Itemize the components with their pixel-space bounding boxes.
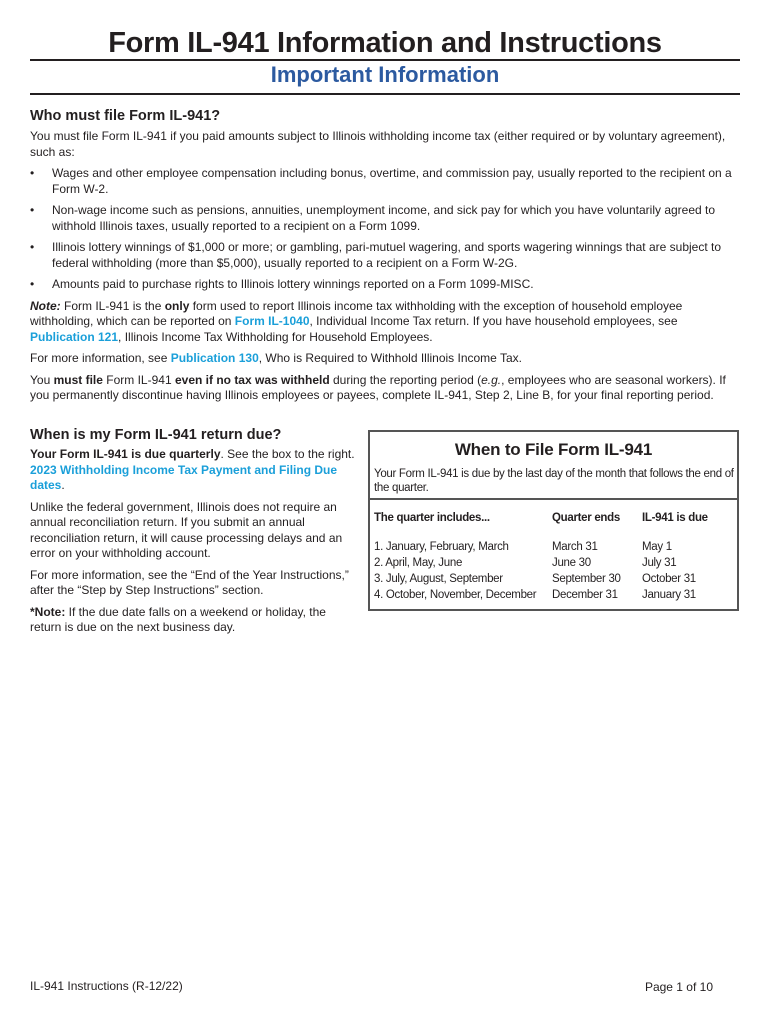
- when-due-section: [30, 426, 360, 642]
- who-must-file-section: [30, 107, 742, 410]
- weekend-note-paragraph: *Note: If the due date falls on a weekend or holiday, the return is due on the next business day.: [30, 604, 326, 634]
- note-paragraph: Note: Form IL-941 is the only form used to report Illinois income tax withholding with the exception of household employee withholding, which can be reported on Form IL-1040, Individual Income Tax return. If you have household employees, see Publication 121, Illinois Income Tax Withholding for Household Employees.: [30, 298, 683, 344]
- when-to-file-box: [368, 430, 739, 611]
- publication-121-link[interactable]: Publication 121: [30, 329, 119, 344]
- due-dates-link[interactable]: 2023 Withholding Income Tax Payment and Filing Due dates: [30, 462, 338, 492]
- when-to-file-description: Your Form IL-941 is due by the last day of the month that follows the end of the quarter.: [374, 468, 734, 494]
- more-info-paragraph: For more information, see Publication 130, Who is Required to Withhold Illinois Income Tax.: [30, 351, 522, 365]
- publication-130-link[interactable]: Publication 130: [170, 351, 259, 365]
- page-title: Form IL-941 Information and Instructions: [108, 27, 662, 59]
- bullet-icon: •: [30, 240, 35, 254]
- filing-criteria-list: [30, 166, 742, 293]
- bullet-icon: •: [30, 166, 35, 180]
- box-divider: [370, 498, 737, 500]
- table-row: 1. January, February, March March 31 May 1: [374, 541, 672, 553]
- footer-page-number: Page 1 of 10: [644, 980, 713, 994]
- column-header-due: IL-941 is due: [642, 512, 708, 524]
- when-to-file-title: When to File Form IL-941: [454, 440, 653, 459]
- list-item: • Illinois lottery winnings of $1,000 or more; or gambling, pari-mutuel wagering, and sports wagering winnings that are subject to federal withholding (more than $5,000), usually reported to a recipient on a Form W-2G.: [30, 240, 722, 270]
- table-row: 2. April, May, June June 30 July 31: [374, 557, 677, 569]
- when-due-heading: When is my Form IL-941 return due?: [30, 427, 282, 443]
- list-item: • Non-wage income such as pensions, annuities, unemployment income, and sick pay for which you have voluntarily agreed to withhold Illinois taxes, usually reported to a recipient on a Form 1099.: [30, 203, 716, 233]
- table-row: 4. October, November, December December 31 January 31: [374, 589, 696, 601]
- form-il-1040-link[interactable]: Form IL-1040: [234, 314, 310, 328]
- page-subtitle: Important Information: [270, 62, 500, 87]
- footer-form-revision: IL-941 Instructions (R-12/22): [30, 979, 183, 993]
- bullet-icon: •: [30, 203, 35, 217]
- column-header-quarter: The quarter includes...: [374, 512, 490, 524]
- must-file-paragraph: You must file Form IL-941 even if no tax was withheld during the reporting period (e.g., employees who are seasonal workers). If you permanently discontinue having Illinois employees or payees, complete IL-941, Step 2, Line B, for your final reporting period.: [30, 372, 726, 402]
- list-item: • Wages and other employee compensation including bonus, overtime, and commission pay, usually reported to the recipient on a Form W-2.: [30, 166, 732, 196]
- table-row: 3. July, August, September September 30 October 31: [374, 573, 696, 585]
- who-must-file-intro: You must file Form IL-941 if you paid amounts subject to Illinois withholding income tax (either required or by voluntary agreement), such as:: [30, 129, 726, 159]
- subtitle-rule: [30, 93, 740, 95]
- who-must-file-heading: Who must file Form IL-941?: [30, 108, 221, 124]
- list-item: • Amounts paid to purchase rights to Illinois lottery winnings reported on a Form 1099-MISC.: [30, 277, 534, 291]
- bullet-icon: •: [30, 277, 35, 291]
- end-of-year-paragraph: For more information, see the “End of the Year Instructions,” after the “Step by Step Instructions” section.: [30, 567, 349, 597]
- due-quarterly-paragraph: Your Form IL-941 is due quarterly. See the box to the right. 2023 Withholding Income Tax Payment and Filing Due dates.: [30, 447, 355, 492]
- reconciliation-paragraph: Unlike the federal government, Illinois does not require an annual reconciliation return. If you submit an annual reconciliation return, it will cause processing delays and an error on your withholding account.: [30, 499, 343, 560]
- column-header-quarter-ends: Quarter ends: [552, 512, 620, 524]
